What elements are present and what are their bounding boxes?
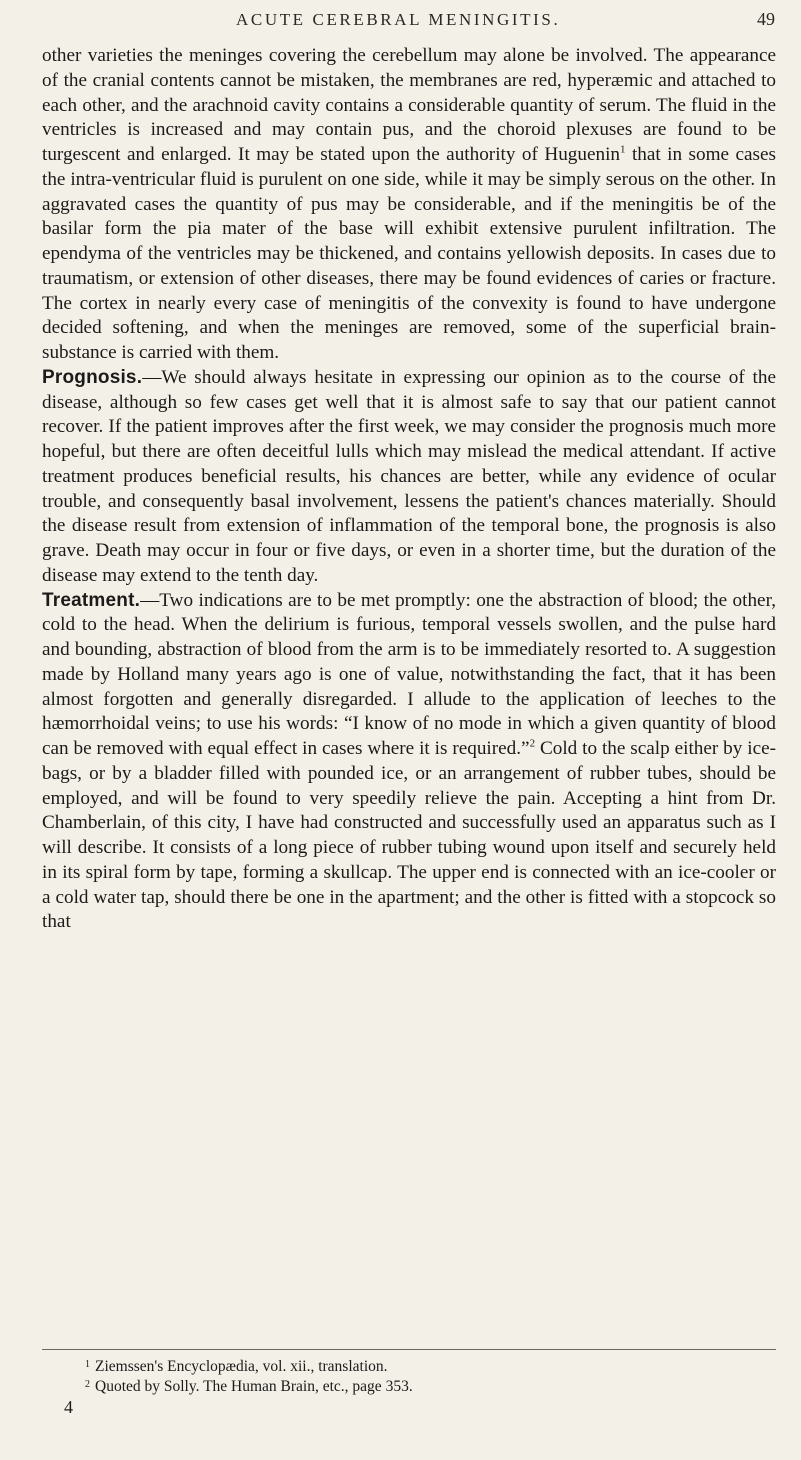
running-title: ACUTE CEREBRAL MENINGITIS. (236, 10, 561, 29)
paragraph-treatment (42, 589, 776, 936)
footnote-1-text: Ziemssen's Encyclopædia, vol. xii., translation. (95, 1358, 388, 1375)
treatment-heading: Treatment. (42, 589, 141, 611)
footnote-2-mark: 2 (85, 1379, 90, 1390)
prognosis-text: —We should always hesitate in expressing our opinion as to the course of the disease, although so few cases get well that it is almost safe to say that our patient cannot recover. If the patient improves after the first week, we may consider the prognosis much more hopeful, but there are often deceitful lulls which may mislead the medical attendant. If active treatment produces beneficial results, his chances are better, while any evidence of ocular trouble, and consequently basal involvement, lessens the patient's chances materially. Should the disease result from extension of inflammation of the temporal bone, the prognosis is also grave. Death may occur in four or five days, or even in a shorter time, but the duration of the disease may extend to the tenth day. (42, 366, 776, 586)
pathology-text-cont: that in some cases the intra-ventricular fluid is purulent on one side, while it may be simply serous on the other. In aggravated cases the quantity of pus may be considerable, and if the meningitis be of the basilar form the pia mater of the base will exhibit extensive purulent infiltration. The ependyma of the ventricles may be thickened, and contains yellowish deposits. In cases due to traumatism, or extension of other diseases, there may be found evidences of caries or fracture. The cortex in nearly every case of meningitis of the convexity is found to have undergone decided softening, and when the meninges are removed, some of the superficial brain-substance is carried with them. (42, 144, 776, 363)
footnotes (60, 1357, 760, 1397)
treatment-text: —Two indications are to be met promptly: one the abstraction of blood; the other, cold to the head. When the delirium is furious, temporal vessels swollen, and the pulse hard and bounding, abstraction of blood from the arm is to be immediately resorted to. A suggestion made by Holland many years ago is one of value, notwithstanding the fact, that it has been almost forgotten and generally disregarded. I allude to the application of leeches to the hæmorrhoidal veins; to use his words: “I know of no mode in which a given quantity of blood can be removed with equal effect in cases where it is required.” (42, 589, 776, 759)
footnote-ref-1: 1 (620, 143, 626, 156)
footnote-ref-2: 2 (529, 737, 536, 750)
footnote-1-mark: 1 (85, 1359, 90, 1370)
treatment-text-cont: Cold to the scalp either by ice-bags, or by a bladder filled with pounded ice, or an arrangement of rubber tubes, should be employed, and will be found to very speedily relieve the pain. Accepting a hint from Dr. Chamberlain, of this city, I have had constructed and successfully used an apparatus such as I will describe. It consists of a long piece of rubber tubing wound upon itself and securely held in its spiral form by tape, forming a skullcap. The upper end is connected with an ice-cooler or a cold water tap, should there be one in the apartment; and the other is fitted with a stopcock so that (42, 738, 776, 933)
footnote-2-text: Quoted by Solly. The Human Brain, etc., page 353. (95, 1378, 413, 1395)
body-text (42, 44, 776, 935)
signature-mark: 4 (64, 1397, 73, 1417)
prognosis-heading: Prognosis. (42, 366, 143, 388)
pathology-text: other varieties the meninges covering the cerebellum may alone be involved. The appearance of the cranial contents cannot be mistaken, the membranes are red, hyperæmic and attached to each other, and the arachnoid cavity contains a considerable quantity of serum. The fluid in the ventricles is increased and may contain pus, and the choroid plexuses are found to be turgescent and enlarged. It may be stated upon the authority of Huguenin (42, 45, 776, 165)
running-head (0, 10, 801, 38)
paragraph-pathology (42, 44, 776, 366)
footnote-1 (60, 1357, 760, 1377)
page-number: 49 (757, 9, 775, 29)
footnote-2 (60, 1377, 760, 1397)
footnote-rule (42, 1349, 776, 1350)
paragraph-prognosis (42, 366, 776, 589)
